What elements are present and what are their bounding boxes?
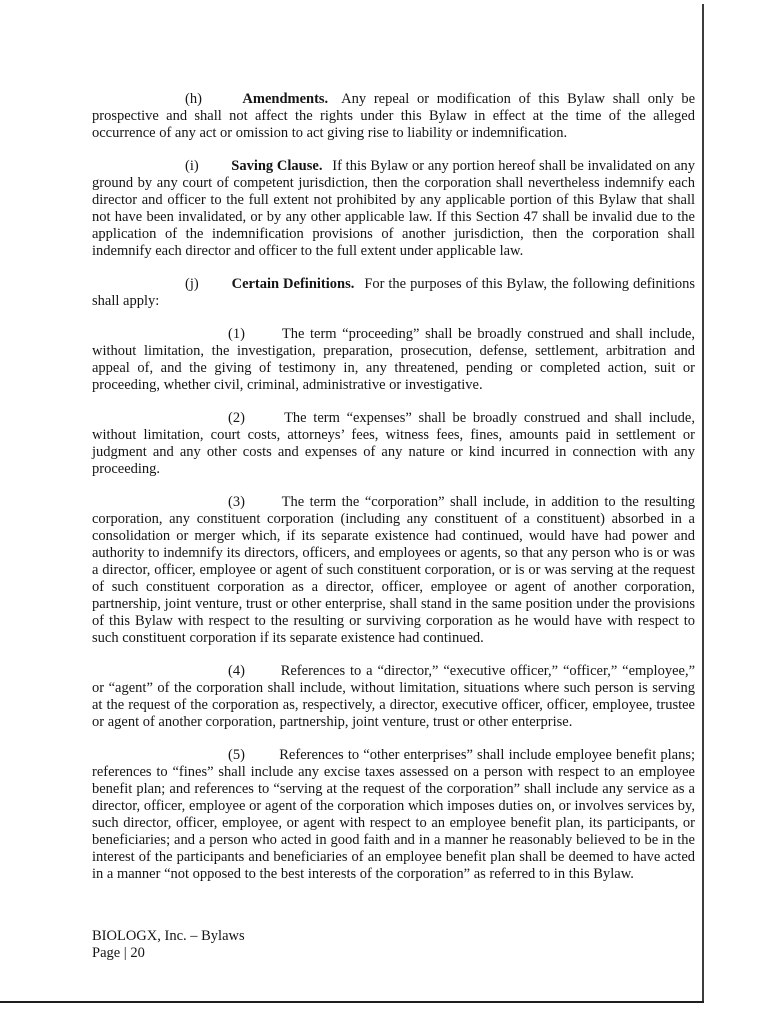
section-heading: Saving Clause. (231, 158, 323, 174)
definition-label: (2) (228, 410, 245, 426)
definition-paragraph-5 (92, 747, 695, 883)
section-paragraph-i (92, 158, 695, 260)
page-footer (92, 928, 245, 962)
scan-edge-bottom (0, 1001, 704, 1003)
section-label: (h) (185, 91, 202, 107)
section-paragraph-h (92, 91, 695, 142)
definition-label: (5) (228, 747, 245, 763)
definition-paragraph-4 (92, 663, 695, 731)
definition-label: (3) (228, 494, 245, 510)
definition-body-text: The term “proceeding” shall be broadly construed and shall include, without limitation, the investigation, preparation, prosecution, defense, settlement, arbitration and appeal of, and the giving of testimony in, any threatened, pending or completed action, suit or proceeding, whether civil, criminal, administrative or investigative. (92, 326, 696, 393)
section-body-text: If this Bylaw or any portion hereof shall be invalidated on any ground by any court of competent jurisdiction, then the corporation shall nevertheless indemnify each director and officer to the full extent not prohibited by any applicable portion of this Bylaw that shall not have been invalidated, or by any other applicable law. If this Section 47 shall be invalid due to the application of the indemnification provisions of another jurisdiction, then the corporation shall indemnify each director and officer to the full extent under applicable law. (92, 158, 696, 259)
definition-body-text: References to a “director,” “executive officer,” “officer,” “employee,” or “agent” of the corporation shall include, without limitation, situations where such person is serving at the request of the corporation as, respectively, a director, executive officer, officer, employee, trustee or agent of another corporation, partnership, joint venture, trust or other enterprise. (92, 663, 696, 730)
document-body (92, 91, 695, 883)
footer-page-number: Page | 20 (92, 945, 145, 961)
scan-edge-right (702, 4, 704, 1003)
section-heading: Amendments. (242, 91, 329, 107)
definition-paragraph-2 (92, 410, 695, 478)
section-body-text: Any repeal or modification of this Bylaw shall only be prospective and shall not affect the rights under this Bylaw in effect at the time of the alleged occurrence of any act or omission to act giving rise to liability or indemnification. (92, 91, 696, 141)
definition-body-text: The term the “corporation” shall include, in addition to the resulting corporation, any constituent corporation (including any constituent of a constituent) absorbed in a consolidation or merger which, if its separate existence had continued, would have had power and authority to indemnify its directors, officers, and employees or agents, so that any person who is or was a director, officer, employee or agent of such constituent corporation, or is or was serving at the request of such constituent corporation as a director, officer, employee or agent of another corporation, partnership, joint venture, trust or other enterprise, shall stand in the same position under the provisions of this Bylaw with respect to the resulting or surviving corporation as he would have with respect to such constituent corporation if its separate existence had continued. (92, 494, 695, 646)
section-body-text: For the purposes of this Bylaw, the following definitions shall apply: (92, 276, 696, 309)
section-label: (j) (185, 276, 199, 292)
definition-label: (4) (228, 663, 245, 679)
definition-label: (1) (228, 326, 245, 342)
section-heading: Certain Definitions. (231, 276, 355, 292)
definition-paragraph-3 (92, 494, 695, 647)
definition-paragraph-1 (92, 326, 695, 394)
section-paragraph-j (92, 276, 695, 310)
footer-document-title: BIOLOGX, Inc. – Bylaws (92, 928, 245, 944)
definition-body-text: The term “expenses” shall be broadly construed and shall include, without limitation, court costs, attorneys’ fees, witness fees, fines, amounts paid in settlement or judgment and any other costs and expenses of any nature or kind incurred in connection with any proceeding. (92, 410, 695, 477)
definition-body-text: References to “other enterprises” shall include employee benefit plans; references to “fines” shall include any excise taxes assessed on a person with respect to an employee benefit plan; and references to “serving at the request of the corporation” shall include any service as a director, officer, employee or agent of the corporation which imposes duties on, or involves services by, such director, officer, employee, or agent with respect to an employee benefit plan, its participants, or beneficiaries; and a person who acted in good faith and in a manner he reasonably believed to be in the interest of the participants and beneficiaries of an employee benefit plan shall be deemed to have acted in a manner “not opposed to the best interests of the corporation” as referred to in this Bylaw. (92, 747, 696, 882)
section-label: (i) (185, 158, 199, 174)
